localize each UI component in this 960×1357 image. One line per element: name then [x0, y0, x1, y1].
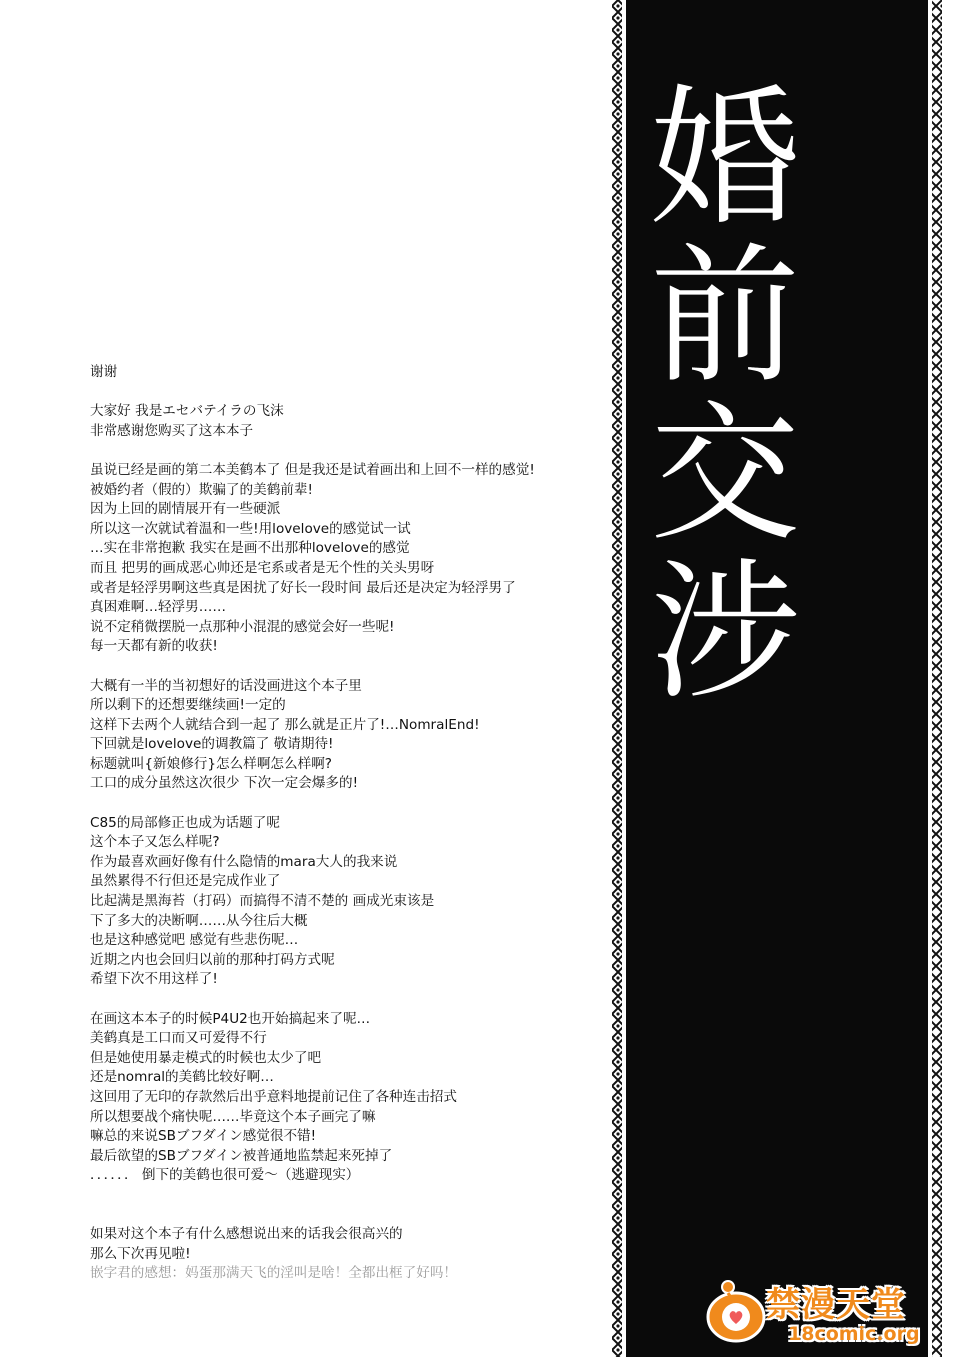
text-line: 美鹤真是工口而又可爱得不行 — [90, 1030, 267, 1047]
title-char-3: 交 — [649, 388, 800, 562]
watermark-brand: 禁漫天堂 — [766, 1285, 906, 1325]
page-title — [640, 72, 810, 720]
text-line: 希望下次不用这样了! — [90, 971, 218, 988]
text-line: 这回用了无印的存款然后出乎意料地提前记住了各种连击招式 — [90, 1088, 458, 1105]
text-line: 或者是轻浮男啊这些真是困扰了好长一段时间 最后还是决定为轻浮男了 — [90, 579, 516, 596]
title-char-2: 前 — [649, 230, 800, 404]
text-line: 那么下次再见啦! — [90, 1245, 191, 1262]
text-line: 嘛总的来说SBブフダイン感觉很不错! — [90, 1128, 317, 1145]
text-line: C85的局部修正也成为话题了呢 — [90, 814, 280, 831]
text-line: 也是这种感觉吧 感觉有些悲伤呢… — [90, 932, 299, 949]
text-line: 非常感谢您购买了这本本子 — [90, 422, 254, 439]
text-line: 虽然累得不行但还是完成作业了 — [90, 873, 281, 890]
text-line: 大概有一半的当初想好的话没画进这个本子里 — [90, 677, 362, 694]
text-line: 最后欲望的SBブフダイン被普通地监禁起来死掉了 — [90, 1147, 393, 1164]
text-line: 下了多大的决断啊……从今往后大概 — [90, 912, 308, 929]
text-line: 这个本子又怎么样呢? — [90, 834, 220, 851]
text-line: 被婚约者（假的）欺骗了的美鹤前辈! — [90, 481, 313, 498]
text-line: 真困难啊…轻浮男…… — [90, 599, 226, 616]
title-char-4: 涉 — [649, 546, 800, 720]
title-char-1: 婚 — [649, 72, 800, 246]
text-line: 大家好 我是エセバテイラの飞沫 — [90, 403, 284, 420]
text-line: 说不定稍微摆脱一点那种小混混的感觉会好一些呢! — [90, 618, 395, 635]
watermark-url: 18comic.org — [788, 1323, 920, 1345]
text-line: 所以想要战个痛快呢……毕竟这个本子画完了嘛 — [90, 1108, 376, 1125]
text-line: 如果对这个本子有什么感想说出来的话我会很高兴的 — [90, 1225, 403, 1242]
text-line: 比起满是黑海苔（打码）而搞得不清不楚的 画成光束该是 — [90, 893, 435, 910]
text-line: 但是她使用暴走模式的时候也太少了吧 — [90, 1049, 322, 1066]
text-line: 在画这本本子的时候P4U2也开始搞起来了呢… — [90, 1010, 371, 1027]
text-line: 每一天都有新的收获! — [90, 638, 218, 655]
text-line: 工口的成分虽然这次很少 下次一定会爆多的! — [90, 775, 359, 792]
text-line: 所以这一次就试着温和一些!用lovelove的感觉试一试 — [90, 520, 411, 537]
text-line: 下回就是lovelove的调教篇了 敬请期待! — [90, 736, 334, 753]
text-line: 这样下去两个人就结合到一起了 那么就是正片了!…NomralEnd! — [90, 716, 480, 733]
text-line: 标题就叫{新娘修行}怎么样啊怎么样啊? — [90, 755, 333, 772]
mascot-logo-icon — [700, 1275, 772, 1345]
site-watermark — [700, 1273, 920, 1353]
text-line: 还是nomral的美鹤比较好啊… — [90, 1069, 274, 1086]
text-line: …实在非常抱歉 我实在是画不出那种lovelove的感觉 — [90, 540, 410, 557]
text-line: 而且 把男的画成恶心帅还是宅系或者是无个性的关头男呀 — [90, 559, 435, 576]
text-line: 所以剩下的还想要继续画!一定的 — [90, 697, 286, 714]
text-line: 虽说已经是画的第二本美鹤本了 但是我还是试着画出和上回不一样的感觉! — [90, 461, 535, 478]
text-line: 因为上回的剧情展开有一些硬派 — [90, 501, 281, 518]
greeting: 谢谢 — [90, 364, 118, 380]
text-line: 近期之内也会回归以前的那种打码方式呢 — [90, 951, 335, 968]
text-line: ．．．．．． 倒下的美鹤也很可爱～（逃避现实） — [90, 1167, 360, 1184]
afterword-text — [90, 363, 610, 1284]
text-line: 作为最喜欢画好像有什么隐情的mara大人的我来说 — [90, 853, 398, 870]
translator-note: 嵌字君的感想：妈蛋那满天飞的淫叫是啥！全都出框了好吗！ — [90, 1265, 458, 1282]
